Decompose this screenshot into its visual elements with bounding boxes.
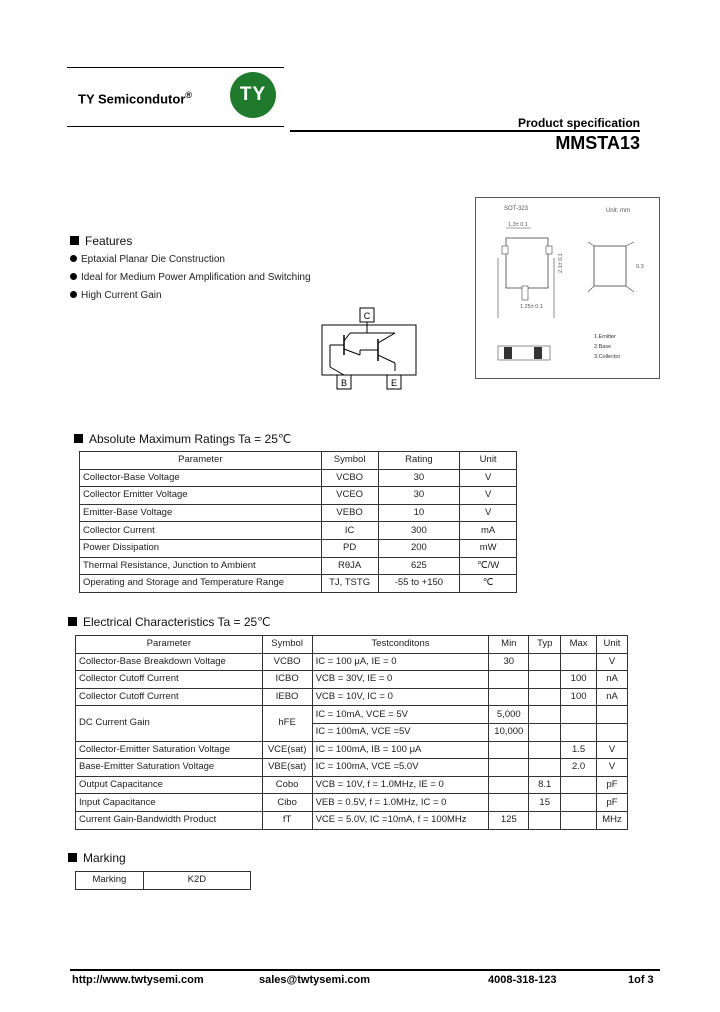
cond-cell: IC = 100mA, VCE =5V	[312, 723, 489, 741]
bullet-dot-icon	[70, 255, 77, 262]
table-row	[76, 759, 628, 777]
max-cell: 100	[561, 688, 597, 706]
cond-cell: IC = 100mA, VCE =5.0V	[312, 759, 489, 777]
unit-cell: pF	[597, 794, 628, 812]
symbol-cell: VBE(sat)	[262, 759, 312, 777]
unit-cell: V	[460, 487, 517, 505]
marking-label-cell: Marking	[76, 872, 144, 890]
unit-cell: V	[460, 504, 517, 522]
typ-cell: 8.1	[529, 776, 561, 794]
rating-cell: 625	[378, 557, 460, 575]
footer-email[interactable]: sales@twtysemi.com	[259, 974, 370, 986]
max-cell	[561, 776, 597, 794]
unit-cell: V	[460, 469, 517, 487]
param-cell: Power Dissipation	[80, 539, 322, 557]
table-row	[80, 539, 517, 557]
param-cell: Collector Current	[80, 522, 322, 540]
table-row	[76, 706, 628, 724]
elec-title: Electrical Characteristics Ta = 25℃	[83, 615, 271, 629]
symbol-cell: RθJA	[321, 557, 378, 575]
param-cell: DC Current Gain	[76, 706, 263, 741]
cond-cell: VCE = 5.0V, IC =10mA, f = 100MHz	[312, 811, 489, 829]
max-cell: 1.5	[561, 741, 597, 759]
table-header-row	[76, 636, 628, 654]
product-spec-label: Product specification	[517, 116, 640, 130]
rating-cell: 10	[378, 504, 460, 522]
elec-heading	[68, 615, 271, 629]
table-header-row	[80, 452, 517, 470]
feature-text: High Current Gain	[81, 290, 162, 301]
registered-mark: ®	[185, 90, 193, 100]
darlington-schematic	[320, 305, 420, 391]
pin-2: 2.Base	[594, 344, 612, 350]
typ-cell	[529, 811, 561, 829]
feature-text: Eptaxial Planar Die Construction	[81, 254, 225, 265]
rating-cell: 30	[378, 487, 460, 505]
cond-cell: VCB = 10V, f = 1.0MHz, IE = 0	[312, 776, 489, 794]
header-cell: Max	[561, 636, 597, 654]
param-cell: Collector-Base Breakdown Voltage	[76, 653, 263, 671]
rating-cell: 300	[378, 522, 460, 540]
rating-cell: 200	[378, 539, 460, 557]
dim-width: 1.3± 0.1	[508, 222, 528, 228]
table-row	[76, 653, 628, 671]
param-cell: Collector-Base Voltage	[80, 469, 322, 487]
table-row	[76, 811, 628, 829]
bullet-square-icon	[74, 434, 83, 443]
spec-rule	[290, 130, 640, 132]
unit-cell: nA	[597, 671, 628, 689]
symbol-cell: ICBO	[262, 671, 312, 689]
marking-value-cell: K2D	[143, 872, 250, 890]
param-cell: Operating and Storage and Temperature Range	[80, 575, 322, 593]
header-cell: Symbol	[262, 636, 312, 654]
header-cell: Parameter	[80, 452, 322, 470]
footer-website[interactable]: http://www.twtysemi.com	[72, 974, 204, 986]
unit-cell: pF	[597, 776, 628, 794]
typ-cell	[529, 671, 561, 689]
part-number: MMSTA13	[555, 133, 640, 153]
table-row	[80, 557, 517, 575]
package-drawing	[475, 197, 660, 379]
header-cell: Rating	[378, 452, 460, 470]
feature-text: Ideal for Medium Power Amplification and Switching	[81, 272, 311, 283]
param-cell: Thermal Resistance, Junction to Ambient	[80, 557, 322, 575]
header-rule-top	[67, 67, 284, 68]
cond-cell: IC = 100mA, IB = 100 μA	[312, 741, 489, 759]
param-cell: Input Capacitance	[76, 794, 263, 812]
bullet-square-icon	[68, 617, 77, 626]
table-row	[80, 469, 517, 487]
footer-rule	[70, 969, 660, 971]
abs-max-table	[79, 451, 517, 593]
param-cell: Collector Cutoff Current	[76, 688, 263, 706]
package-unit: Unit: mm	[606, 208, 630, 214]
header-rule-bottom	[67, 126, 284, 127]
table-row	[76, 671, 628, 689]
abs-max-title: Absolute Maximum Ratings Ta = 25℃	[89, 432, 292, 446]
symbol-cell: Cibo	[262, 794, 312, 812]
header-cell: Unit	[597, 636, 628, 654]
company-name	[78, 90, 192, 106]
param-cell: Output Capacitance	[76, 776, 263, 794]
table-row	[76, 688, 628, 706]
bullet-square-icon	[68, 853, 77, 862]
unit-cell	[597, 723, 628, 741]
param-cell: Base-Emitter Saturation Voltage	[76, 759, 263, 777]
cond-cell: VCB = 30V, IE = 0	[312, 671, 489, 689]
marking-heading	[68, 851, 126, 865]
max-cell	[561, 706, 597, 724]
elec-table	[75, 635, 628, 830]
unit-cell: V	[597, 653, 628, 671]
max-cell	[561, 653, 597, 671]
pin-b-label: B	[340, 378, 348, 388]
typ-cell	[529, 653, 561, 671]
feature-item	[70, 254, 225, 265]
rating-cell: -55 to +150	[378, 575, 460, 593]
features-title: Features	[85, 234, 133, 248]
table-row	[76, 872, 251, 890]
unit-cell	[597, 706, 628, 724]
cond-cell: IC = 100 μA, IE = 0	[312, 653, 489, 671]
header-cell: Testconditons	[312, 636, 489, 654]
cond-cell: IC = 10mA, VCE = 5V	[312, 706, 489, 724]
marking-table	[75, 871, 251, 890]
param-cell: Collector Cutoff Current	[76, 671, 263, 689]
max-cell: 2.0	[561, 759, 597, 777]
symbol-cell: Cobo	[262, 776, 312, 794]
dim-length: 1.25± 0.1	[520, 304, 543, 310]
dim-lead: 0.3	[636, 264, 644, 270]
table-row	[80, 504, 517, 522]
param-cell: Emitter-Base Voltage	[80, 504, 322, 522]
param-cell: Collector-Emitter Saturation Voltage	[76, 741, 263, 759]
table-row	[80, 487, 517, 505]
cond-cell: VCB = 10V, IC = 0	[312, 688, 489, 706]
unit-cell: nA	[597, 688, 628, 706]
unit-cell: ℃	[460, 575, 517, 593]
symbol-cell: VCBO	[262, 653, 312, 671]
min-cell	[489, 759, 529, 777]
pin-e-label: E	[390, 378, 398, 388]
marking-title: Marking	[83, 851, 126, 865]
symbol-cell: VCE(sat)	[262, 741, 312, 759]
symbol-cell: IEBO	[262, 688, 312, 706]
min-cell	[489, 671, 529, 689]
typ-cell	[529, 759, 561, 777]
symbol-cell: fT	[262, 811, 312, 829]
header-cell: Unit	[460, 452, 517, 470]
table-row	[80, 522, 517, 540]
company-logo: TY	[230, 72, 276, 118]
header-cell: Min	[489, 636, 529, 654]
pin-c-label: C	[363, 311, 371, 321]
company-text: TY Semicondutor	[78, 91, 186, 107]
abs-max-heading	[74, 432, 291, 446]
package-name: SOT-323	[504, 206, 529, 212]
param-cell: Current Gain-Bandwidth Product	[76, 811, 263, 829]
min-cell: 5,000	[489, 706, 529, 724]
table-row	[76, 741, 628, 759]
unit-cell: V	[597, 759, 628, 777]
symbol-cell: VCEO	[321, 487, 378, 505]
min-cell	[489, 776, 529, 794]
rating-cell: 30	[378, 469, 460, 487]
symbol-cell: hFE	[262, 706, 312, 741]
header-cell: Parameter	[76, 636, 263, 654]
min-cell	[489, 794, 529, 812]
bullet-square-icon	[70, 236, 79, 245]
features-heading	[70, 234, 132, 248]
package-outline-drawing	[476, 198, 659, 378]
symbol-cell: TJ, TSTG	[321, 575, 378, 593]
min-cell: 125	[489, 811, 529, 829]
pin-1: 1.Emitter	[594, 334, 617, 340]
min-cell: 10,000	[489, 723, 529, 741]
unit-cell: V	[597, 741, 628, 759]
typ-cell	[529, 706, 561, 724]
feature-item	[70, 272, 311, 283]
symbol-cell: VEBO	[321, 504, 378, 522]
max-cell	[561, 811, 597, 829]
unit-cell: MHz	[597, 811, 628, 829]
symbol-cell: IC	[321, 522, 378, 540]
table-row	[80, 575, 517, 593]
pin-3: 3.Collector	[594, 354, 621, 360]
footer-page: 1of 3	[628, 974, 654, 986]
symbol-cell: PD	[321, 539, 378, 557]
unit-cell: ℃/W	[460, 557, 517, 575]
max-cell	[561, 723, 597, 741]
bullet-dot-icon	[70, 273, 77, 280]
max-cell	[561, 794, 597, 812]
unit-cell: mW	[460, 539, 517, 557]
header-cell: Typ	[529, 636, 561, 654]
cond-cell: VEB = 0.5V, f = 1.0MHz, IC = 0	[312, 794, 489, 812]
typ-cell	[529, 723, 561, 741]
min-cell	[489, 688, 529, 706]
feature-item	[70, 290, 162, 301]
bullet-dot-icon	[70, 291, 77, 298]
typ-cell: 15	[529, 794, 561, 812]
param-cell: Collector Emitter Voltage	[80, 487, 322, 505]
footer-phone: 4008-318-123	[488, 974, 557, 986]
min-cell: 30	[489, 653, 529, 671]
dim-height: 2.1± 0.1	[558, 253, 564, 273]
unit-cell: mA	[460, 522, 517, 540]
typ-cell	[529, 688, 561, 706]
symbol-cell: VCBO	[321, 469, 378, 487]
max-cell: 100	[561, 671, 597, 689]
table-row	[76, 776, 628, 794]
header-cell: Symbol	[321, 452, 378, 470]
min-cell	[489, 741, 529, 759]
typ-cell	[529, 741, 561, 759]
table-row	[76, 794, 628, 812]
